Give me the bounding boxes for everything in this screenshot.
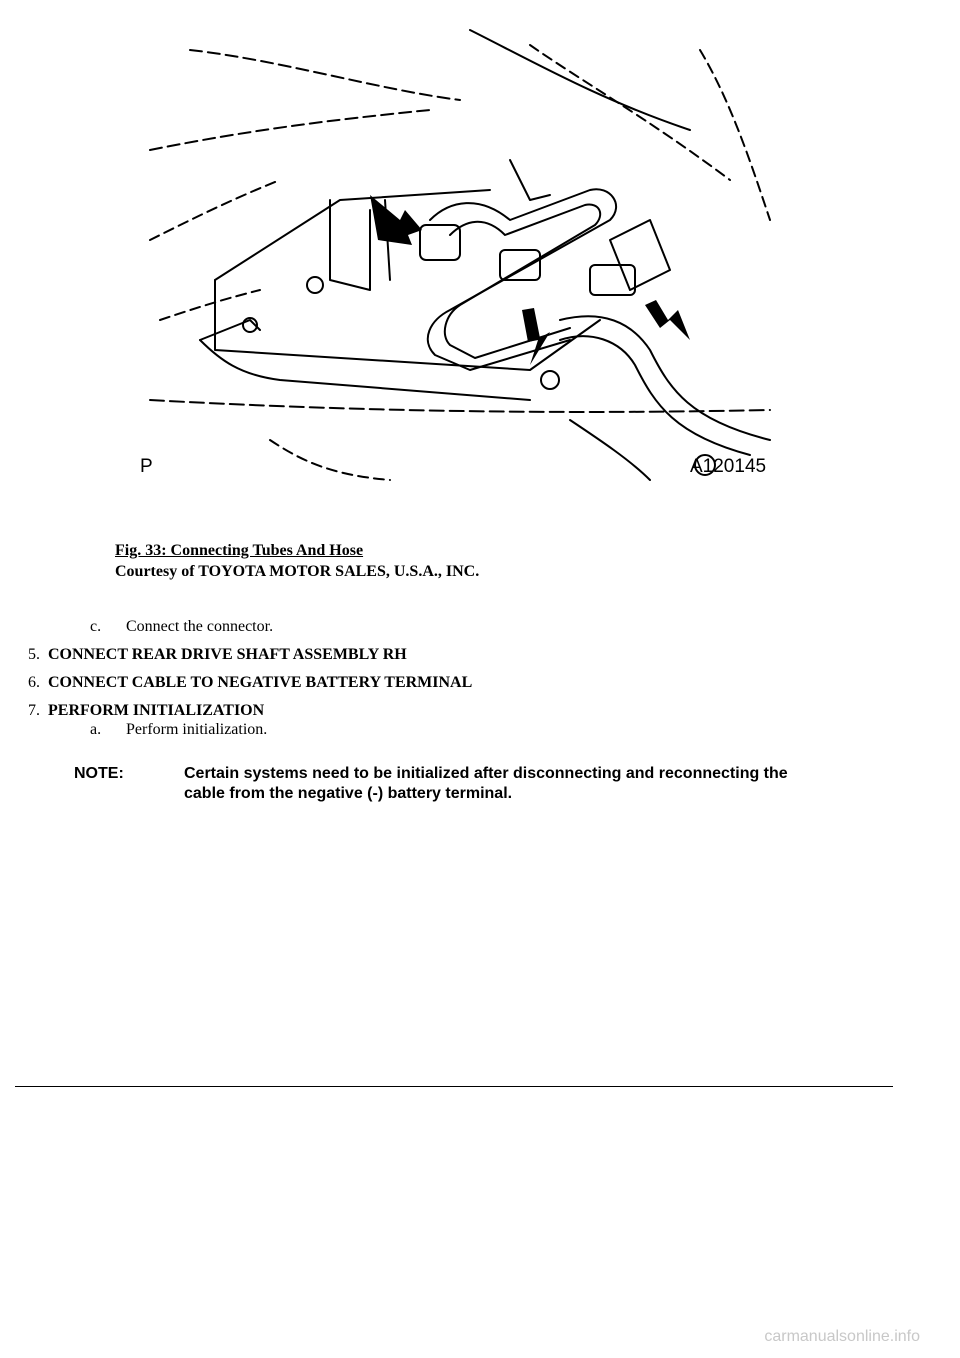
figure-title: Fig. 33: Connecting Tubes And Hose xyxy=(115,542,364,559)
figure-code: A120145 xyxy=(690,456,767,477)
figure-corner-letter: P xyxy=(140,456,153,477)
step-6 xyxy=(28,673,472,693)
technical-illustration xyxy=(130,20,790,490)
step-7-label: 7. xyxy=(28,702,40,719)
substep-c-text: Connect the connector. xyxy=(126,618,274,635)
step-7 xyxy=(28,701,264,721)
step-5-label: 5. xyxy=(28,646,40,663)
substep-c-label: c. xyxy=(90,618,102,635)
substep-c xyxy=(90,617,273,637)
step-6-label: 6. xyxy=(28,674,40,691)
substep-a-text: Perform initialization. xyxy=(126,721,268,738)
step-7-text: PERFORM INITIALIZATION xyxy=(48,702,265,719)
page-divider xyxy=(15,1086,893,1087)
substep-a-label: a. xyxy=(90,721,102,738)
note-text: Certain systems need to be initialized after disconnecting and reconnecting the cable from the negative (-) battery terminal. xyxy=(184,765,788,802)
figure-caption xyxy=(115,540,479,582)
note-label: NOTE: xyxy=(74,765,124,782)
tubes-and-hose-drawing xyxy=(130,20,790,490)
figure-credit: Courtesy of TOYOTA MOTOR SALES, U.S.A., INC. xyxy=(115,563,480,580)
step-5-text: CONNECT REAR DRIVE SHAFT ASSEMBLY RH xyxy=(48,646,407,663)
step-6-text: CONNECT CABLE TO NEGATIVE BATTERY TERMINAL xyxy=(48,674,473,691)
site-watermark: carmanualsonline.info xyxy=(764,1328,920,1345)
substep-a xyxy=(90,720,267,740)
step-5 xyxy=(28,645,407,665)
